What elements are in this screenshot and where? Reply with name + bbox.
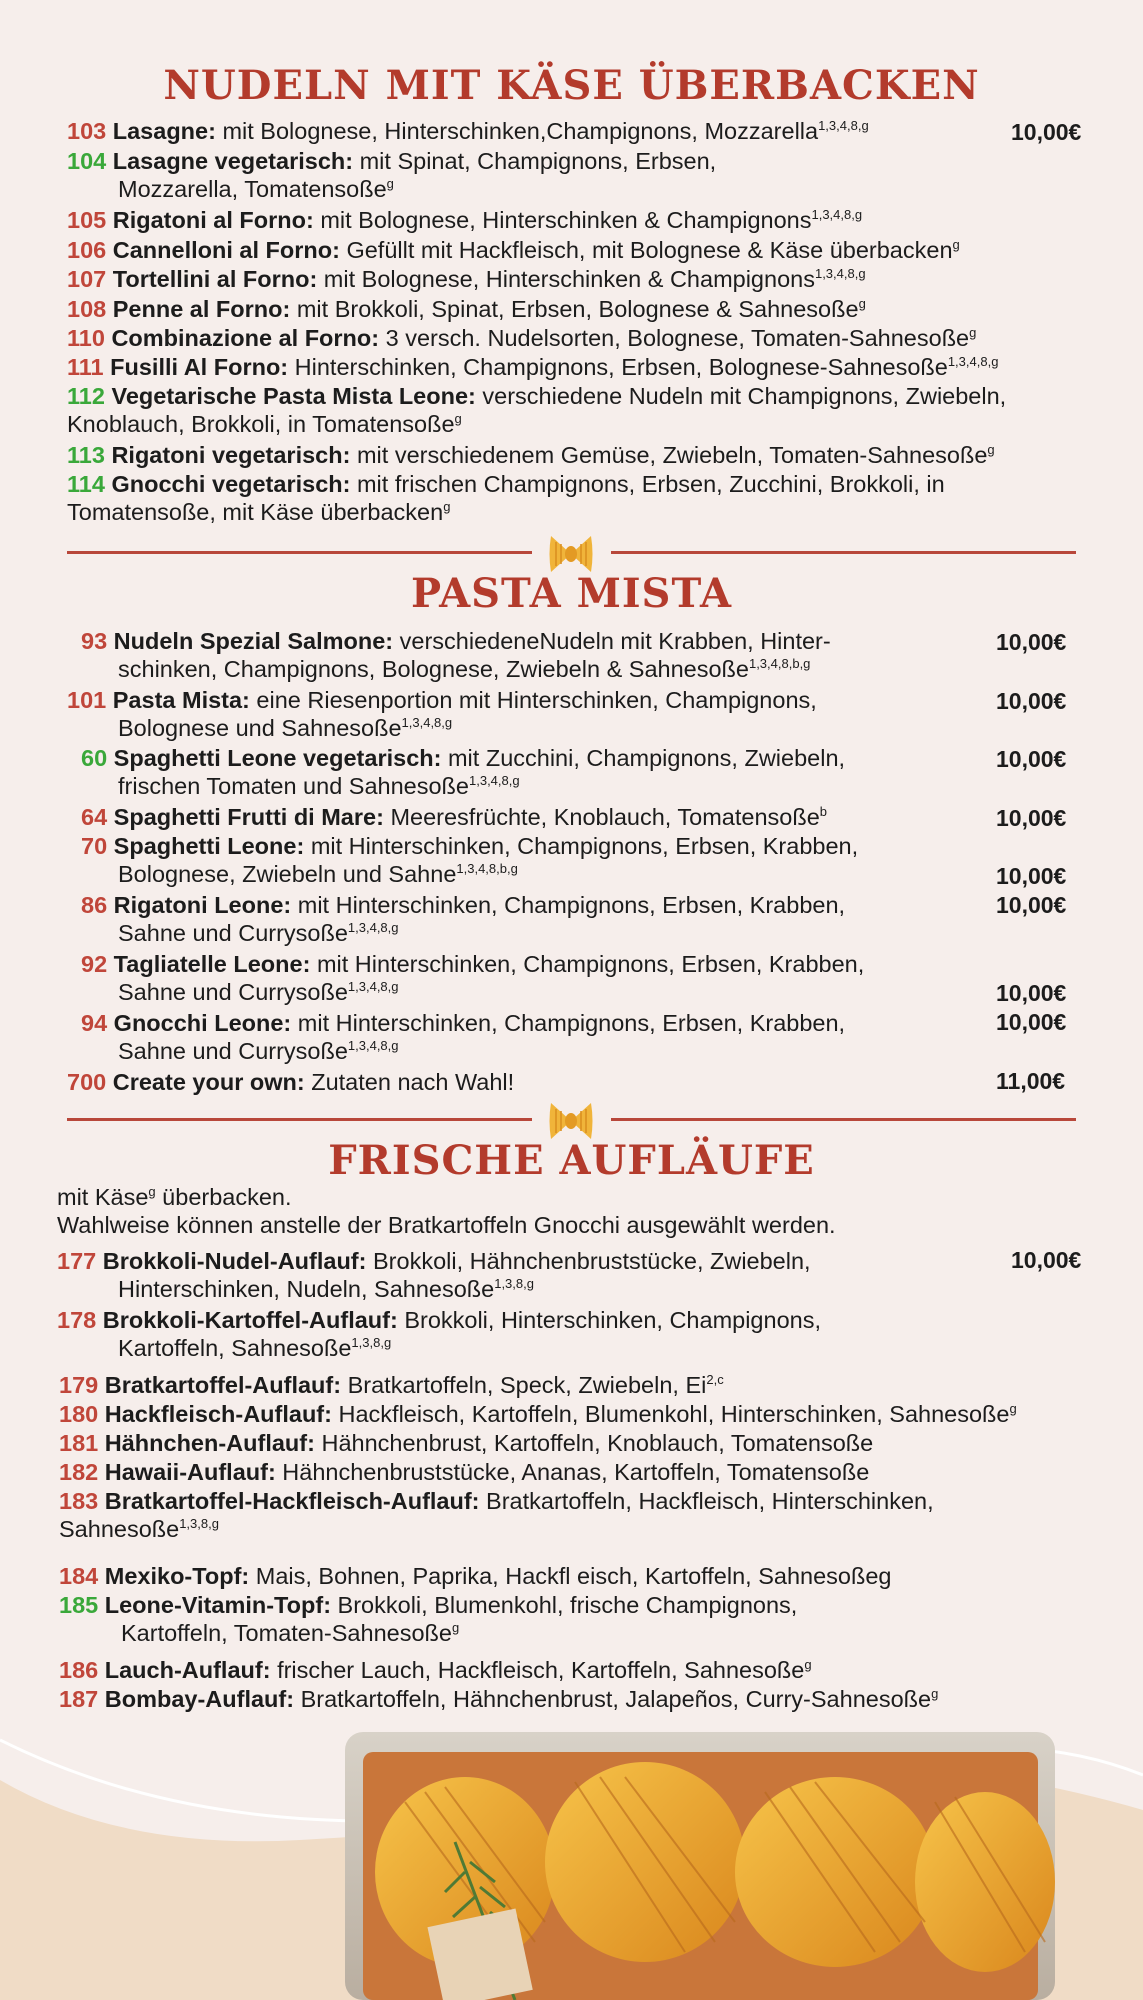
allergen-codes: 1,3,4,8,b,g [748, 656, 811, 671]
item-number: 181 [59, 1430, 99, 1456]
menu-item [67, 382, 1137, 438]
item-name: Rigatoni Leone: [113, 892, 292, 918]
item-description-cont: Sahne und Currysoße [118, 979, 348, 1005]
item-number: 94 [81, 1010, 108, 1036]
menu-item [67, 147, 716, 203]
allergen-codes: g [804, 1657, 812, 1672]
item-number: 700 [67, 1069, 107, 1095]
item-description-cont: Sahne und Currysoße [118, 920, 348, 946]
section-intro [57, 1183, 836, 1239]
item-number: 112 [67, 383, 105, 409]
menu-item [67, 295, 866, 323]
menu-item [67, 686, 817, 742]
item-number: 185 [59, 1592, 99, 1618]
item-number: 113 [67, 442, 105, 468]
menu-item [59, 1487, 1119, 1543]
intro-text: überbacken. [155, 1184, 292, 1210]
item-name: Create your own: [112, 1069, 305, 1095]
allergen-codes: g [148, 1184, 156, 1199]
item-description: 3 versch. Nudelsorten, Bolognese, Tomaten-Sahnesoße [379, 325, 970, 351]
item-name: Pasta Mista: [112, 687, 250, 713]
menu-item [81, 950, 864, 1006]
item-description: Meeresfrüchte, Knoblauch, Tomatensoße [383, 804, 820, 830]
item-description: Zutaten nach Wahl! [304, 1069, 515, 1095]
section-title-pasta-mista: PASTA MISTA [410, 570, 733, 617]
item-price: 10,00€ [996, 980, 1067, 1006]
item-description-cont: Knoblauch, Brokkoli, in Tomatensoße [67, 411, 455, 437]
allergen-codes: 1,3,4,8,g [347, 920, 399, 935]
item-name: Spaghetti Leone vegetarisch: [113, 745, 442, 771]
item-name: Spaghetti Frutti di Mare: [113, 804, 384, 830]
item-number: 114 [67, 471, 105, 497]
item-number: 184 [59, 1563, 99, 1589]
divider [67, 551, 532, 554]
item-name: Lauch-Auflauf: [104, 1657, 271, 1683]
item-number: 180 [59, 1401, 99, 1427]
item-description: mit Spinat, Champignons, Erbsen, [353, 148, 717, 174]
menu-item [67, 1068, 514, 1096]
item-name: Hackfleisch-Auflauf: [104, 1401, 332, 1427]
item-description: Gefüllt mit Hackfleisch, mit Bolognese & Käse überbacken [339, 237, 953, 263]
divider [67, 1118, 532, 1121]
item-price: 10,00€ [996, 1009, 1067, 1035]
item-number: 186 [59, 1657, 99, 1683]
item-description: Hinterschinken, Champignons, Erbsen, Bolognese-Sahnesoße [288, 354, 948, 380]
item-name: Combinazione al Forno: [111, 325, 380, 351]
item-number: 183 [59, 1488, 99, 1514]
item-name: Hähnchen-Auflauf: [104, 1430, 315, 1456]
allergen-codes: 1,3,4,8,g [469, 773, 520, 788]
item-description-cont: Kartoffeln, Tomaten-Sahnesoße [121, 1620, 452, 1646]
item-description-cont: Bolognese, Zwiebeln und Sahne [118, 861, 457, 887]
item-description: Bratkartoffeln, Speck, Zwiebeln, Ei [341, 1372, 707, 1398]
menu-item [67, 441, 995, 469]
item-description-cont: Bolognese und Sahnesoße [118, 715, 402, 741]
menu-item [67, 117, 869, 145]
item-description: frischer Lauch, Hackfleisch, Kartoffeln, Sahnesoße [270, 1657, 805, 1683]
item-number: 178 [57, 1307, 97, 1333]
item-description: eine Riesenportion mit Hinterschinken, Champignons, [249, 687, 817, 713]
item-name: Rigatoni al Forno: [112, 207, 314, 233]
divider [611, 1118, 1076, 1121]
item-name: Vegetarische Pasta Mista Leone: [111, 383, 476, 409]
section-title-auflaeufe: FRISCHE AUFLÄUFE [328, 1137, 815, 1184]
allergen-codes: 1,3,4,8,b,g [456, 861, 518, 876]
item-description: mit verschiedenem Gemüse, Zwiebeln, Tomaten-Sahnesoße [350, 442, 988, 468]
menu-item [59, 1371, 724, 1399]
item-number: 70 [81, 833, 108, 859]
item-price: 10,00€ [1011, 119, 1082, 145]
allergen-codes: 1,3,8,g [494, 1276, 534, 1291]
item-name: Bombay-Auflauf: [104, 1686, 295, 1712]
allergen-codes: g [386, 176, 394, 191]
allergen-codes: g [443, 499, 451, 514]
item-description: mit Brokkoli, Spinat, Erbsen, Bolognese & Sahnesoße [290, 296, 859, 322]
item-number: 182 [59, 1459, 99, 1485]
item-number: 101 [67, 687, 107, 713]
item-description: Hähnchenbrust, Kartoffeln, Knoblauch, Tomatensoße [314, 1430, 874, 1456]
allergen-codes: g [931, 1686, 939, 1701]
item-number: 110 [67, 325, 105, 351]
item-description: mit Hinterschinken, Champignons, Erbsen, Krabben, [304, 833, 859, 859]
menu-item [59, 1591, 797, 1647]
item-number: 107 [67, 266, 107, 292]
item-description-cont: Hinterschinken, Nudeln, Sahnesoße [118, 1276, 495, 1302]
item-description: mit Bolognese, Hinterschinken & Champignons [317, 266, 815, 292]
item-name: Spaghetti Leone: [113, 833, 305, 859]
menu-item [59, 1656, 812, 1684]
allergen-codes: 1,3,4,8,g [947, 354, 999, 369]
item-description: mit Bolognese, Hinterschinken,Champignons, Mozzarella [215, 118, 819, 144]
allergen-codes: g [1009, 1401, 1017, 1416]
item-description: mit Bolognese, Hinterschinken & Champignons [313, 207, 812, 233]
item-description: mit Hinterschinken, Champignons, Erbsen, Krabben, [291, 1010, 846, 1036]
allergen-codes: g [969, 325, 977, 340]
item-number: 103 [67, 118, 107, 144]
item-description: mit Hinterschinken, Champignons, Erbsen, Krabben, [310, 951, 865, 977]
item-description: Hackfleisch, Kartoffeln, Blumenkohl, Hinterschinken, Sahnesoße [331, 1401, 1010, 1427]
item-description-cont: Tomatensoße, mit Käse überbacken [67, 499, 444, 525]
menu-item [59, 1458, 869, 1486]
allergen-codes: 1,3,4,8,g [347, 979, 399, 994]
menu-item [81, 891, 845, 947]
allergen-codes: 1,3,4,8,g [811, 207, 863, 222]
item-name: Tortellini al Forno: [112, 266, 318, 292]
item-description: verschiedeneNudeln mit Krabben, Hinter- [393, 628, 831, 654]
allergen-codes: g [454, 411, 462, 426]
menu-item [67, 206, 862, 234]
item-number: 60 [81, 745, 108, 771]
item-number: 177 [57, 1248, 97, 1274]
item-name: Lasagne: [112, 118, 216, 144]
menu-item [81, 627, 831, 683]
divider [611, 551, 1076, 554]
item-number: 105 [67, 207, 107, 233]
allergen-codes: g [952, 237, 960, 252]
item-description: Bratkartoffeln, Hähnchenbrust, Jalapeños, Curry-Sahnesoße [294, 1686, 932, 1712]
item-number: 111 [67, 354, 104, 380]
item-price: 11,00€ [996, 1068, 1066, 1094]
item-description: Mais, Bohnen, Paprika, Hackfl eisch, Kartoffeln, Sahnesoßeg [249, 1563, 892, 1589]
item-number: 106 [67, 237, 107, 263]
allergen-codes: 1,3,4,8,g [818, 118, 869, 133]
item-description: Bratkartoffeln, Hackfleisch, Hinterschinken, [479, 1488, 934, 1514]
allergen-codes: 1,3,4,8,g [401, 715, 453, 730]
item-number: 64 [81, 804, 108, 830]
allergen-codes: b [819, 804, 828, 819]
item-name: Hawaii-Auflauf: [104, 1459, 276, 1485]
menu-item [57, 1247, 811, 1303]
menu-item [59, 1685, 938, 1713]
section-price: 10,00€ [1011, 1247, 1082, 1273]
item-description-cont: Kartoffeln, Sahnesoße [118, 1335, 352, 1361]
item-name: Brokkoli-Nudel-Auflauf: [102, 1248, 367, 1274]
item-description: Brokkoli, Hähnchenbruststücke, Zwiebeln, [366, 1248, 811, 1274]
allergen-codes: 1,3,4,8,g [347, 1038, 399, 1053]
allergen-codes: 1,3,4,8,g [814, 266, 866, 281]
item-name: Bratkartoffel-Hackfleisch-Auflauf: [104, 1488, 480, 1514]
item-description: mit Zucchini, Champignons, Zwiebeln, [441, 745, 846, 771]
menu-item [59, 1429, 873, 1457]
item-name: Leone-Vitamin-Topf: [104, 1592, 332, 1618]
item-description-cont: Mozzarella, Tomatensoße [118, 176, 387, 202]
item-price: 10,00€ [996, 805, 1067, 831]
item-name: Rigatoni vegetarisch: [111, 442, 351, 468]
menu-item [67, 265, 866, 293]
item-price: 10,00€ [996, 863, 1067, 889]
item-number: 104 [67, 148, 107, 174]
section-title-nudeln: NUDELN MIT KÄSE ÜBERBACKEN [163, 62, 980, 109]
allergen-codes: g [987, 442, 995, 457]
allergen-codes: 1,3,8,g [351, 1335, 392, 1350]
item-number: 179 [59, 1372, 99, 1398]
item-name: Gnocchi vegetarisch: [111, 471, 351, 497]
item-price: 10,00€ [996, 746, 1067, 772]
item-number: 108 [67, 296, 107, 322]
menu-item [57, 1306, 821, 1362]
item-number: 93 [81, 628, 108, 654]
item-name: Penne al Forno: [112, 296, 291, 322]
item-number: 187 [59, 1686, 99, 1712]
item-name: Bratkartoffel-Auflauf: [104, 1372, 342, 1398]
item-name: Mexiko-Topf: [104, 1563, 250, 1589]
allergen-codes: 1,3,8,g [179, 1516, 219, 1531]
menu-item [67, 470, 945, 526]
item-name: Tagliatelle Leone: [113, 951, 311, 977]
item-name: Gnocchi Leone: [113, 1010, 292, 1036]
item-description: mit frischen Champignons, Erbsen, Zucchini, Brokkoli, in [350, 471, 945, 497]
item-name: Nudeln Spezial Salmone: [113, 628, 394, 654]
item-name: Cannelloni al Forno: [112, 237, 340, 263]
item-number: 92 [81, 951, 108, 977]
intro-text: Wahlweise können anstelle der Bratkartoffeln Gnocchi ausgewählt werden. [57, 1212, 836, 1238]
item-description: Hähnchenbruststücke, Ananas, Kartoffeln, Tomatensoße [275, 1459, 870, 1485]
item-name: Lasagne vegetarisch: [112, 148, 354, 174]
menu-item [81, 832, 858, 888]
item-number: 86 [81, 892, 108, 918]
item-price: 10,00€ [996, 688, 1067, 714]
menu-item [81, 803, 827, 831]
allergen-codes: g [451, 1620, 460, 1635]
item-description-cont: Sahnesoße [59, 1516, 180, 1542]
allergen-codes: 2,c [706, 1372, 724, 1387]
menu-item [67, 353, 998, 381]
gratin-dish-photo [345, 1722, 1065, 2000]
item-description: verschiedene Nudeln mit Champignons, Zwiebeln, [475, 383, 1007, 409]
item-description-cont: Sahne und Currysoße [118, 1038, 348, 1064]
menu-item [59, 1562, 891, 1590]
item-description: mit Hinterschinken, Champignons, Erbsen, Krabben, [291, 892, 846, 918]
item-description-cont: frischen Tomaten und Sahnesoße [118, 773, 469, 799]
menu-item [81, 744, 845, 800]
item-price: 10,00€ [996, 892, 1067, 918]
item-description: Brokkoli, Hinterschinken, Champignons, [397, 1307, 821, 1333]
menu-item [81, 1009, 845, 1065]
item-price: 10,00€ [996, 629, 1067, 655]
item-description-cont: schinken, Champignons, Bolognese, Zwiebeln & Sahnesoße [118, 656, 749, 682]
allergen-codes: g [858, 296, 866, 311]
menu-item [59, 1400, 1017, 1428]
menu-item [67, 324, 976, 352]
intro-text: mit Käse [57, 1184, 149, 1210]
menu-item [67, 236, 960, 264]
item-name: Brokkoli-Kartoffel-Auflauf: [102, 1307, 398, 1333]
item-description: Brokkoli, Blumenkohl, frische Champignons, [331, 1592, 798, 1618]
item-name: Fusilli Al Forno: [110, 354, 289, 380]
